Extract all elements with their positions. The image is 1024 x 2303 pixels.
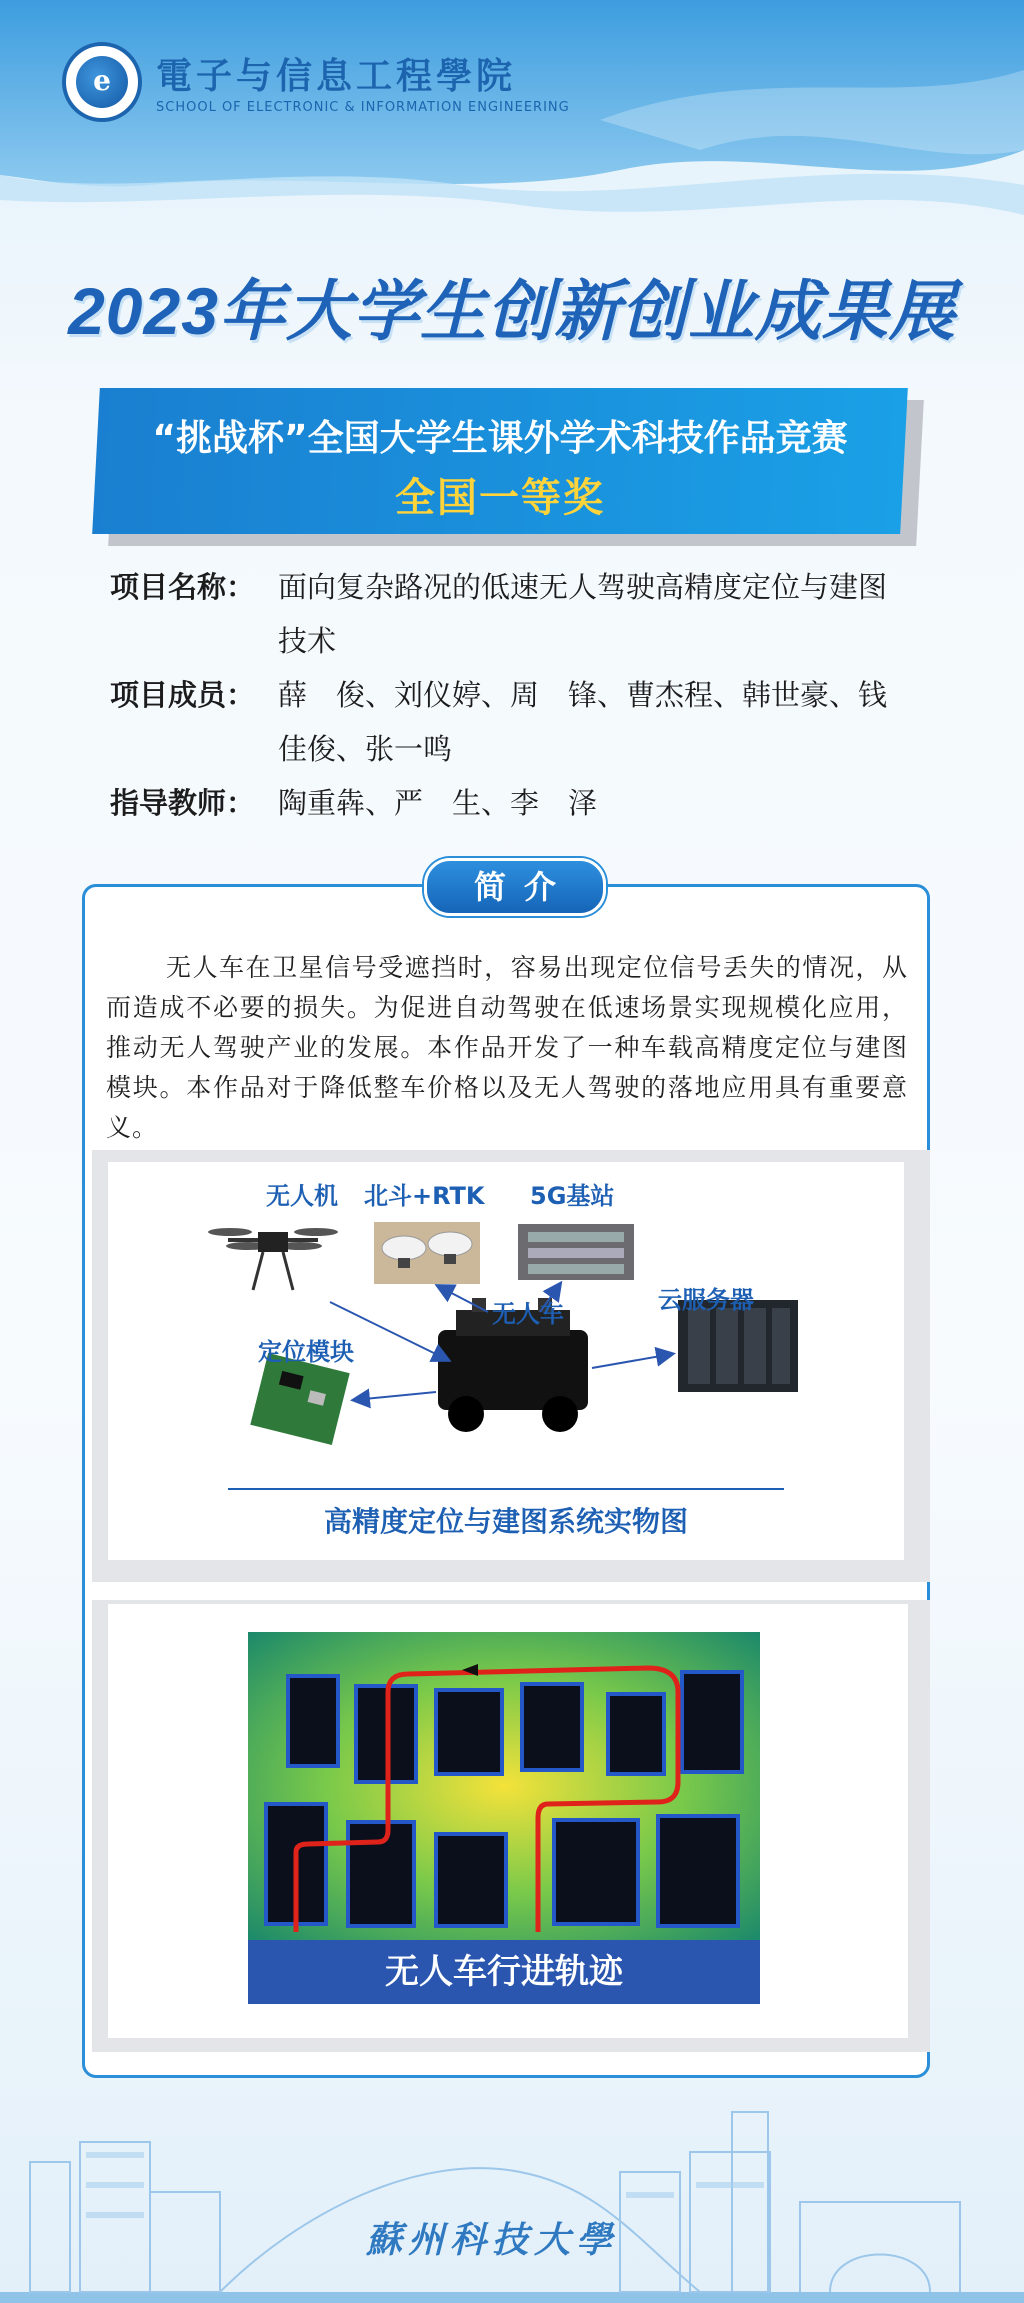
figure1-caption: 高精度定位与建图系统实物图 xyxy=(323,1505,688,1538)
info-row-name xyxy=(110,560,910,668)
info-value: 陶重犇、严 生、李 泽 xyxy=(278,786,598,820)
logo-letter: e xyxy=(93,64,111,97)
competition-name: “挑战杯”全国大学生课外学术科技作品竞赛 xyxy=(152,418,848,459)
trajectory-figure xyxy=(92,1600,930,2052)
info-value: 面向复杂路况的低速无人驾驶高精度定位与建图技术 xyxy=(278,570,888,658)
info-row-advisors xyxy=(110,776,910,830)
drone-image xyxy=(208,1228,338,1290)
label-vehicle: 无人车 xyxy=(492,1300,564,1328)
info-key: 指导教师： xyxy=(110,786,256,820)
project-info xyxy=(110,560,910,830)
school-name-en: SCHOOL OF ELECTRONIC & INFORMATION ENGINEERING xyxy=(156,100,570,115)
intro-title: 简介 xyxy=(424,858,606,916)
info-value: 薛 俊、刘仪婷、周 锋、曹杰程、韩世豪、钱佳俊、张一鸣 xyxy=(278,678,888,766)
page-title: 2023年大学生创新创业成果展 xyxy=(68,274,956,348)
label-base-station: 5G基站 xyxy=(530,1182,615,1210)
label-drone: 无人机 xyxy=(266,1182,338,1210)
label-cloud: 云服务器 xyxy=(658,1286,754,1314)
base-station-image xyxy=(518,1224,634,1280)
info-row-members xyxy=(110,668,910,776)
system-figure xyxy=(92,1150,930,1582)
figure2-caption: 无人车行进轨迹 xyxy=(248,1940,760,2004)
label-beidou: 北斗+RTK xyxy=(364,1182,485,1210)
header-wave xyxy=(0,0,1024,240)
trajectory-map xyxy=(248,1632,760,1940)
prize-level: 全国一等奖 xyxy=(395,475,605,521)
school-name-cn: 電子与信息工程學院 xyxy=(156,55,517,97)
award-banner xyxy=(96,388,904,534)
arrow xyxy=(592,1354,672,1368)
info-key: 项目名称： xyxy=(110,570,256,604)
intro-text: 无人车在卫星信号受遮挡时，容易出现定位信号丢失的情况，从而造成不必要的损失。为促进自动驾驶在低速场景实现规模化应用，推动无人驾驶产业的发展。本作品开发了一种车载高精度定位与建图模块。本作品对于降低整车价格以及无人驾驶的落地应用具有重要意义。 xyxy=(106,953,908,1142)
arrow xyxy=(354,1392,436,1400)
caption-rule xyxy=(228,1488,784,1490)
campus-skyline xyxy=(0,2092,1024,2303)
info-key: 项目成员： xyxy=(110,678,256,712)
university-name: 蘇州科技大學 xyxy=(366,2219,619,2261)
beidou-image xyxy=(374,1222,480,1284)
school-logo xyxy=(62,42,142,122)
label-module: 定位模块 xyxy=(258,1338,354,1366)
